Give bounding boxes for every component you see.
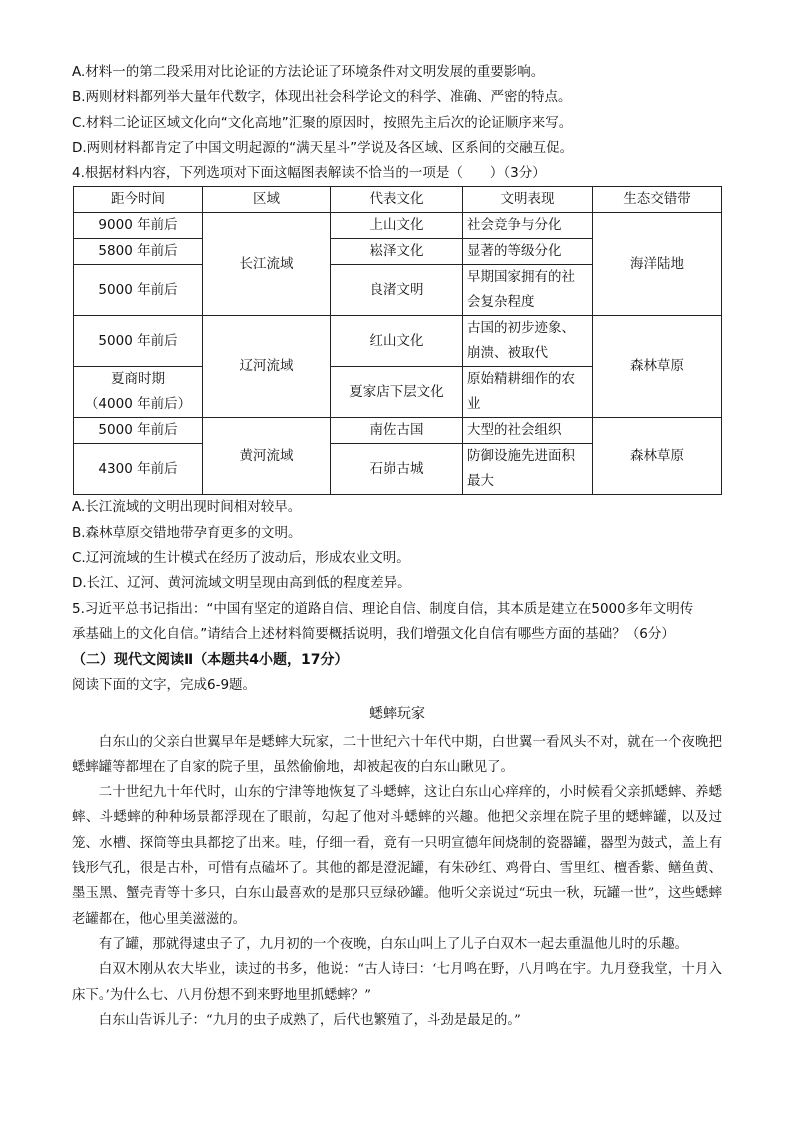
time-cell xyxy=(74,367,203,418)
story-paragraph: 白东山告诉儿子：“九月的虫子成熟了，后代也繁殖了，斗劲是最足的。” xyxy=(98,1012,521,1028)
ecozone-cell: 森林草原 xyxy=(593,316,722,418)
time-cell: 5000 年前后 xyxy=(74,316,203,367)
option-a-q3: A.材料一的第二段采用对比论证的方法论证了环境条件对文明发展的重要影响。 xyxy=(72,64,545,80)
question-5-line-1: 5.习近平总书记指出：“中国有坚定的道路自信、理论自信、制度自信，其本质是建立在5000多年文明传 xyxy=(72,600,694,617)
exam-page xyxy=(72,60,722,1033)
time-line: 夏商时期 xyxy=(111,371,165,388)
option-a-q4: A.长江流域的文明出现时间相对较早。 xyxy=(72,499,302,516)
table-row xyxy=(74,316,722,367)
ecozone-cell: 森林草原 xyxy=(593,418,722,495)
time-cell: 5000 年前后 xyxy=(74,265,203,316)
option-c-q4: C.辽河流域的生计模式在经历了波动后，形成农业文明。 xyxy=(72,550,410,567)
story-paragraph: 有了罐，那就得逮虫子了，九月初的一个夜晚，白东山叫上了儿子白双木一起去重温他儿时的乐趣。 xyxy=(98,936,688,952)
culture-cell: 红山文化 xyxy=(331,316,463,367)
feature-cell: 早期国家拥有的社会复杂程度 xyxy=(463,265,593,316)
ecozone-cell: 海洋陆地 xyxy=(593,213,722,316)
option-b-q4: B.森林草原交错地带孕育更多的文明。 xyxy=(72,524,302,541)
culture-cell: 上山文化 xyxy=(331,213,463,239)
story-paragraph: 二十世纪九十年代时，山东的宁津等地恢复了斗蟋蟀，这让白东山心痒痒的，小时候看父亲抓蟋蟀、养蟋蟀、斗蟋蟀的种种场景都浮现在了眼前，勾起了他对斗蟋蟀的兴趣。他把父亲埋在院子里的蟋蟀罐，以及过笼、水槽、探筒等虫具都挖了出来。哇，仔细一看，竟有一只明宣德年间烧制的瓷器罐，器型为鼓式，盖上有钱形气孔，很是古朴，可惜有点磕坏了。其他的都是澄泥罐，有朱砂红、鸡骨白、雪里红、檀香紫、鳝鱼黄、墨玉黑、蟹壳青等十多只，白东山最喜欢的是那只豆绿砂罐。他听父亲说过“玩虫一秋，玩罐一世”，这些蟋蟀老罐都在，他心里美滋滋的。 xyxy=(72,785,722,927)
table-header: 区域 xyxy=(203,187,331,213)
region-cell: 长江流域 xyxy=(203,213,331,316)
story-title: 蟋蟀玩家 xyxy=(369,705,425,722)
region-cell: 黄河流域 xyxy=(203,418,331,495)
culture-cell: 石峁古城 xyxy=(331,444,463,495)
time-cell: 4300 年前后 xyxy=(74,444,203,495)
story-body xyxy=(72,730,722,1034)
table-header-row xyxy=(74,187,722,213)
time-cell: 9000 年前后 xyxy=(74,213,203,239)
table-row xyxy=(74,418,722,444)
feature-cell: 显著的等级分化 xyxy=(463,239,593,265)
story-paragraph: 白双木刚从农大毕业，读过的书多，他说：“古人诗曰：‘七月鸣在野，八月鸣在宇。九月登我堂，十月入床下。’为什么七、八月份想不到来野地里抓蟋蟀？” xyxy=(72,962,722,1003)
feature-cell: 防御设施先进面积最大 xyxy=(463,444,593,495)
section-heading: （二）现代文阅读Ⅱ（本题共4小题，17分） xyxy=(72,652,349,669)
reading-instruction: 阅读下面的文字，完成6-9题。 xyxy=(72,677,257,694)
question-5-line-2: 承基础上的文化自信。”请结合上述材料简要概括说明，我们增强文化自信有哪些方面的基础？（6分） xyxy=(72,625,675,642)
culture-cell: 南佐古国 xyxy=(331,418,463,444)
table-header: 生态交错带 xyxy=(593,187,722,213)
question-4: 4.根据材料内容，下列选项对下面这幅图表解读不恰当的一项是（ ）（3分） xyxy=(72,165,546,182)
feature-cell: 社会竞争与分化 xyxy=(463,213,593,239)
time-cell: 5800 年前后 xyxy=(74,239,203,265)
culture-cell: 夏家店下层文化 xyxy=(331,367,463,418)
story-paragraph: 白东山的父亲白世翼早年是蟋蟀大玩家，二十世纪六十年代中期，白世翼一看风头不对，就在一个夜晚把蟋蟀罐等都埋在了自家的院子里，虽然偷偷地，却被起夜的白东山瞅见了。 xyxy=(72,734,722,775)
feature-cell: 大型的社会组织 xyxy=(463,418,593,444)
region-cell: 辽河流域 xyxy=(203,316,331,418)
option-d-q4: D.长江、辽河、黄河流域文明呈现由高到低的程度差异。 xyxy=(72,575,411,592)
option-b-q3: B.两则材料都列举大量年代数字，体现出社会科学论文的科学、准确、严密的特点。 xyxy=(72,89,572,106)
option-d-q3: D.两则材料都肯定了中国文明起源的“满天星斗”学说及各区域、区系间的交融互促。 xyxy=(72,139,574,156)
culture-cell: 良渚文明 xyxy=(331,265,463,316)
time-line: （4000 年前后） xyxy=(84,396,192,413)
feature-cell: 古国的初步迹象、崩溃、被取代 xyxy=(463,316,593,367)
culture-cell: 崧泽文化 xyxy=(331,239,463,265)
time-cell: 5000 年前后 xyxy=(74,418,203,444)
table-header: 代表文化 xyxy=(331,187,463,213)
feature-cell: 原始精耕细作的农业 xyxy=(463,367,593,418)
option-c-q3: C.材料二论证区域文化向“文化高地”汇聚的原因时，按照先主后次的论证顺序来写。 xyxy=(72,114,573,131)
table-row xyxy=(74,213,722,239)
table-header: 距今时间 xyxy=(74,187,203,213)
table-header: 文明表现 xyxy=(463,187,593,213)
civilization-table xyxy=(73,186,722,495)
